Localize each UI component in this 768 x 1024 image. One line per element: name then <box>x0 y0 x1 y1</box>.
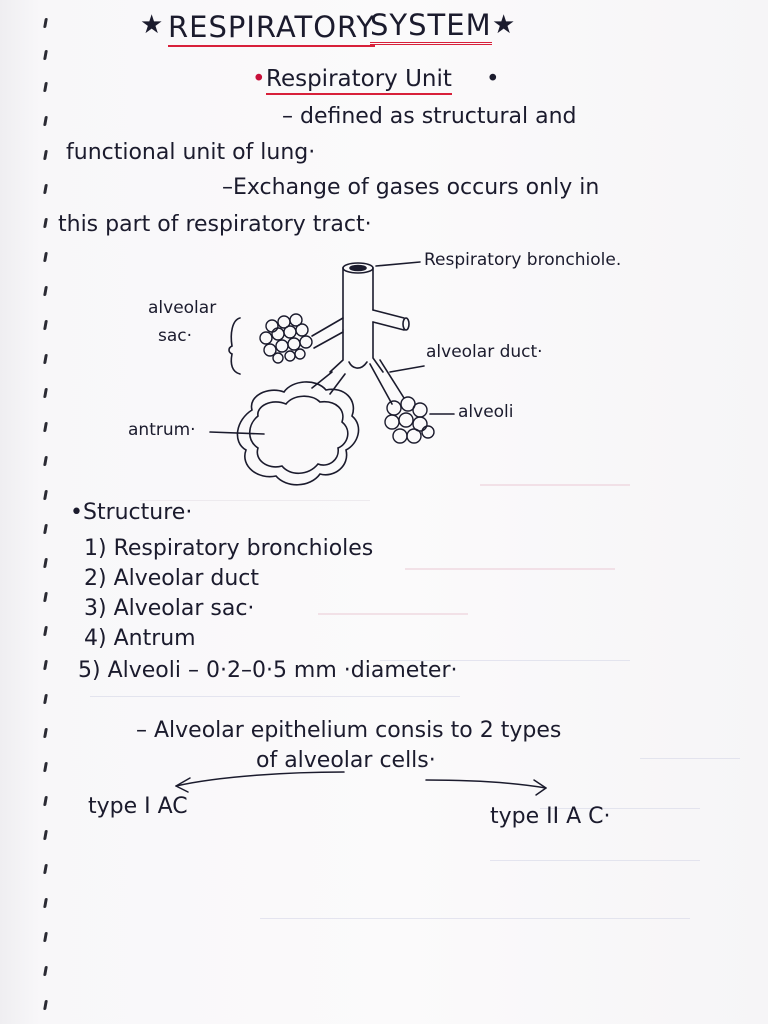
structure-item: 5) Alveoli – 0·2–0·5 mm ·diameter· <box>78 658 458 683</box>
label-antrum: antrum· <box>128 420 196 440</box>
structure-item: 1) Respiratory bronchioles <box>84 536 374 561</box>
epithelium-line: of alveolar cells· <box>256 748 436 773</box>
heading-bullet-end: • <box>486 66 500 92</box>
page-title-word2: SYSTEM <box>370 8 492 45</box>
structure-item: 4) Antrum <box>84 626 196 651</box>
definition-line: functional unit of lung· <box>66 140 316 165</box>
page-title-word1: RESPIRATORY <box>168 10 375 47</box>
section-heading: Respiratory Unit <box>266 66 452 95</box>
definition-line: –Exchange of gases occurs only in <box>222 175 600 200</box>
structure-item: 2) Alveolar duct <box>84 566 260 591</box>
type-one-cell: type I AC <box>88 794 188 819</box>
title-star-right: ★ <box>492 10 516 40</box>
label-alveolar-duct: alveolar duct· <box>426 342 543 362</box>
structure-item: 3) Alveolar sac· <box>84 596 255 621</box>
label-alveoli: alveoli <box>458 402 514 422</box>
title-star-left: ★ <box>140 10 164 40</box>
heading-bullet: • <box>252 66 266 92</box>
epithelium-line: – Alveolar epithelium consis to 2 types <box>136 718 562 743</box>
alveolar-sac-cluster <box>260 314 312 363</box>
definition-line: – defined as structural and <box>282 104 577 129</box>
label-respiratory-bronchiole: Respiratory bronchiole. <box>424 250 622 270</box>
label-alveolar-sac: sac· <box>158 326 193 346</box>
arrow-lines <box>176 772 546 795</box>
definition-line: this part of respiratory tract· <box>58 212 372 237</box>
type-two-cell: type II A C· <box>490 804 611 829</box>
label-alveolar-sac: alveolar <box>148 298 217 318</box>
bronchiole-wall <box>343 268 373 330</box>
structure-heading: •Structure· <box>70 500 193 525</box>
